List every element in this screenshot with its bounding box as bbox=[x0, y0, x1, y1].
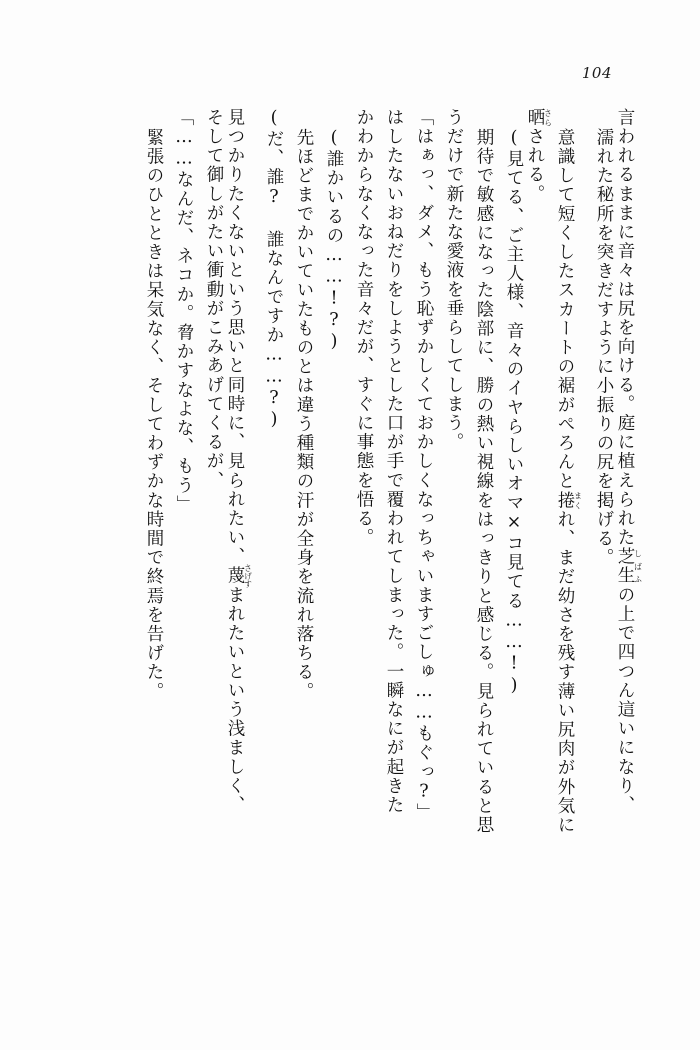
ruby-annotation: 芝生しばふ bbox=[615, 547, 643, 586]
text-line: (見てる、ご主人様、音々のイヤらしいオマ×コ見てる……!) bbox=[504, 128, 524, 697]
text-line: 期待で敏感になった陰部に、勝の熱い視線をはっきりと感じる。見られていると思 bbox=[474, 128, 494, 835]
text-line: そして御しがたい衝動がこみあげてくるが、 bbox=[204, 108, 224, 490]
body-text-block bbox=[58, 108, 642, 928]
text-line: 「……なんだ、ネコか。脅かすなよな、もう」 bbox=[174, 108, 194, 515]
text-line: 緊張のひとときは呆気なく、そしてわずかな時間で終焉を告げた。 bbox=[144, 128, 164, 701]
text-line: 見つかりたくないという思いと同時に、見られたい、蔑さげすまれたいという浅ましく、 bbox=[225, 108, 253, 815]
page-number: 104 bbox=[581, 64, 612, 82]
text-line: かわからなくなった音々だが、すぐに事態を悟る。 bbox=[354, 108, 374, 548]
text-line: (だ、誰? 誰なんですか……?) bbox=[264, 108, 284, 432]
text-line: 意識して短くしたスカートの裾がぺろんと捲まくれ、まだ幼さを残す薄い尻肉が外気に bbox=[555, 128, 583, 835]
text-line: 言われるままに音々は尻を向ける。庭に植えられた芝生しばふの上で四つん這いになり、 bbox=[615, 108, 643, 815]
text-line: 「はぁっ、ダメ、もう恥ずかしくておかしくなっちゃいますごしゅ……もぐっ?」 bbox=[414, 108, 434, 823]
text-line: 先ほどまでかいていたものとは違う種類の汗が全身を流れ落ちる。 bbox=[294, 128, 314, 701]
text-line: 濡れた秘所を突きだすように小振りの尻を掲げる。 bbox=[594, 128, 614, 568]
text-line: はしたないおねだりをしようとした口が手で覆われてしまった。一瞬なにが起きた bbox=[384, 108, 404, 815]
text-line: うだけで新たな愛液を垂らしてしまう。 bbox=[444, 108, 464, 452]
text-line: (誰かいるの……!?) bbox=[324, 128, 344, 354]
ruby-annotation: 晒さら bbox=[525, 108, 553, 128]
ruby-annotation: 捲まく bbox=[555, 490, 583, 511]
ruby-annotation: 蔑さげす bbox=[225, 563, 253, 588]
text-line: 晒さらされる。 bbox=[525, 108, 553, 204]
